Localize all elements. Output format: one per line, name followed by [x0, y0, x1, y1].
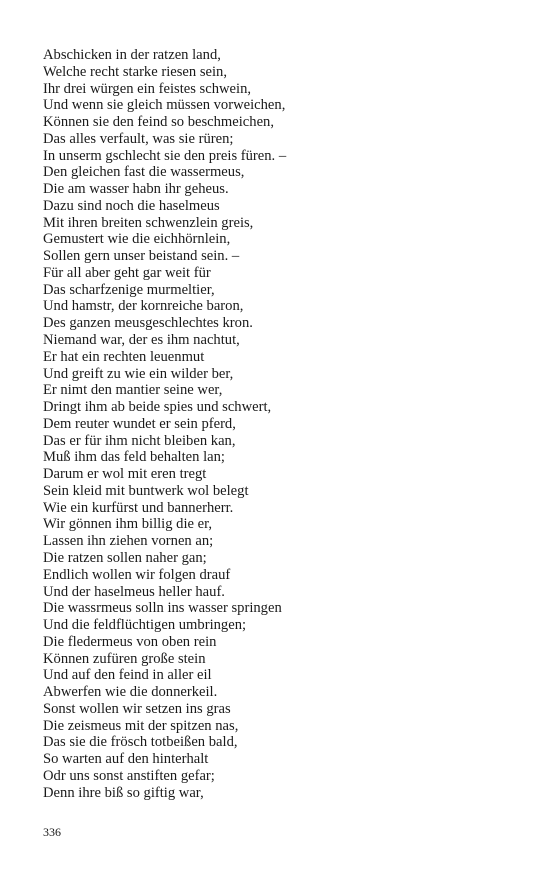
poem-line: In unserm gschlecht sie den preis füren. – [43, 147, 287, 164]
poem-line: Niemand war, der es ihm nachtut, [43, 332, 240, 349]
poem-line: Wie ein kurfürst und bannerherr. [43, 499, 234, 516]
poem-line: Er hat ein rechten leuenmut [43, 348, 205, 365]
poem-line: Welche recht starke riesen sein, [43, 63, 227, 80]
poem-line: Dem reuter wundet er sein pferd, [43, 415, 236, 432]
poem-line: Endlich wollen wir folgen drauf [43, 566, 231, 583]
poem-line: Die ratzen sollen naher gan; [43, 549, 207, 566]
poem-line: Das er für ihm nicht bleiben kan, [43, 432, 236, 449]
poem-line: Und hamstr, der kornreiche baron, [43, 298, 244, 315]
poem-line: Mit ihren breiten schwenzlein greis, [43, 214, 254, 231]
poem-line: Ihr drei würgen ein feistes schwein, [43, 80, 252, 97]
poem-line: Die am wasser habn ihr geheus. [43, 181, 229, 198]
poem-line: Das alles verfault, was sie rüren; [43, 130, 234, 147]
poem-line: Den gleichen fast die wassermeus, [43, 164, 245, 181]
poem-line: Können zufüren große stein [43, 650, 206, 667]
poem-line: Abwerfen wie die donnerkeil. [43, 684, 218, 701]
poem-line: Dazu sind noch die haselmeus [43, 197, 220, 214]
poem-line: Können sie den feind so beschmeichen, [43, 114, 274, 131]
poem-line: Sollen gern unser beistand sein. – [43, 248, 240, 265]
poem-line: Das sie die frösch totbeißen bald, [43, 734, 238, 751]
poem-line: Sein kleid mit buntwerk wol belegt [43, 482, 249, 499]
poem-line: Das scharfzenige murmeltier, [43, 281, 215, 298]
poem-line: Die zeismeus mit der spitzen nas, [43, 717, 239, 734]
poem-line: Und die feldflüchtigen umbringen; [43, 617, 247, 634]
poem-line: Denn ihre biß so giftig war, [43, 784, 204, 801]
poem-line: Die wassrmeus solln ins wasser springen [43, 600, 282, 617]
poem-line: Lassen ihn ziehen vornen an; [43, 533, 214, 550]
poem-line: Gemustert wie die eichhörnlein, [43, 231, 231, 248]
poem-line: Muß ihm das feld behalten lan; [43, 449, 225, 466]
page-number: 336 [43, 825, 61, 839]
poem-line: Und der haselmeus heller hauf. [43, 583, 225, 600]
poem-line: Des ganzen meusgeschlechtes kron. [43, 315, 253, 332]
poem-line: Die fledermeus von oben rein [43, 633, 217, 650]
poem-line: Wir gönnen ihm billig die er, [43, 516, 213, 533]
poem-line: Sonst wollen wir setzen ins gras [43, 700, 231, 717]
poem-line: Für all aber geht gar weit für [43, 264, 211, 281]
poem-line: Dringt ihm ab beide spies und schwert, [43, 399, 272, 416]
poem-line: Und auf den feind in aller eil [43, 667, 212, 684]
poem-text [43, 47, 523, 801]
poem-line: Er nimt den mantier seine wer, [43, 382, 223, 399]
poem-line: Und wenn sie gleich müssen vorweichen, [43, 97, 286, 114]
poem-line: Und greift zu wie ein wilder ber, [43, 365, 234, 382]
poem-line: So warten auf den hinterhalt [43, 751, 209, 768]
poem-line: Darum er wol mit eren tregt [43, 466, 207, 483]
poem-line: Odr uns sonst anstiften gefar; [43, 767, 215, 784]
poem-line: Abschicken in der ratzen land, [43, 47, 221, 63]
